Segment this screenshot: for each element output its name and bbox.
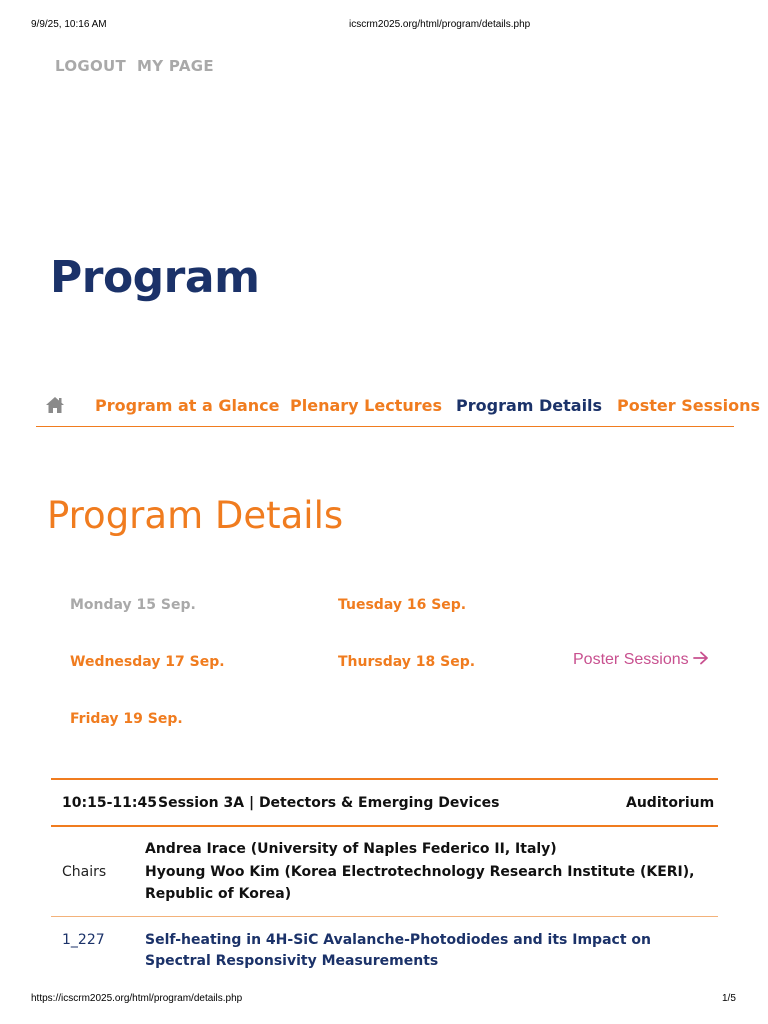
- nav-item-program-details[interactable]: Program Details: [456, 396, 603, 415]
- print-footer-url: https://icscrm2025.org/html/program/details.php: [31, 993, 243, 1004]
- session-bottom-rule: [51, 825, 718, 827]
- paper-title[interactable]: Self-heating in 4H-SiC Avalanche-Photodiodes and its Impact on Spectral Responsivity Measurements: [145, 932, 651, 969]
- program-nav: [36, 386, 761, 427]
- row-divider: [51, 916, 718, 917]
- nav-item-program-at-a-glance[interactable]: Program at a Glance: [95, 396, 280, 415]
- day-tab-thursday[interactable]: Thursday 18 Sep.: [338, 654, 476, 670]
- page-title: Program: [50, 252, 260, 303]
- poster-sessions-label: Poster Sessions: [573, 651, 689, 668]
- my-page-link[interactable]: MY PAGE: [137, 57, 214, 75]
- day-tab-wednesday[interactable]: Wednesday 17 Sep.: [70, 654, 225, 670]
- chair-2: Hyoung Woo Kim (Korea Electrotechnology Research Institute (KERI), Republic of Korea): [145, 864, 695, 902]
- chair-1: Andrea Irace (University of Naples Federico II, Italy): [145, 841, 557, 857]
- day-tab-friday[interactable]: Friday 19 Sep.: [70, 711, 183, 727]
- home-icon[interactable]: [45, 396, 65, 414]
- print-datetime: 9/9/25, 10:16 AM: [31, 19, 107, 30]
- day-tab-tuesday[interactable]: Tuesday 16 Sep.: [338, 597, 467, 613]
- session-time: 10:15-11:45: [62, 795, 157, 811]
- day-tab-monday[interactable]: Monday 15 Sep.: [70, 597, 196, 613]
- print-page-number: 1/5: [722, 993, 736, 1004]
- paper-id[interactable]: 1_227: [62, 932, 105, 948]
- logout-link[interactable]: LOGOUT: [55, 57, 127, 75]
- poster-sessions-link[interactable]: [573, 651, 709, 669]
- print-url: icscrm2025.org/html/program/details.php: [349, 19, 531, 30]
- section-title: Program Details: [47, 494, 344, 537]
- nav-item-poster-sessions[interactable]: Poster Sessions: [617, 396, 761, 415]
- session-top-rule: [51, 778, 718, 780]
- session-room: Auditorium: [626, 795, 715, 811]
- chairs-label: Chairs: [62, 864, 107, 880]
- arrow-right-icon: [693, 651, 709, 665]
- session-title: Session 3A | Detectors & Emerging Devices: [158, 795, 500, 811]
- nav-item-plenary-lectures[interactable]: Plenary Lectures: [290, 396, 442, 415]
